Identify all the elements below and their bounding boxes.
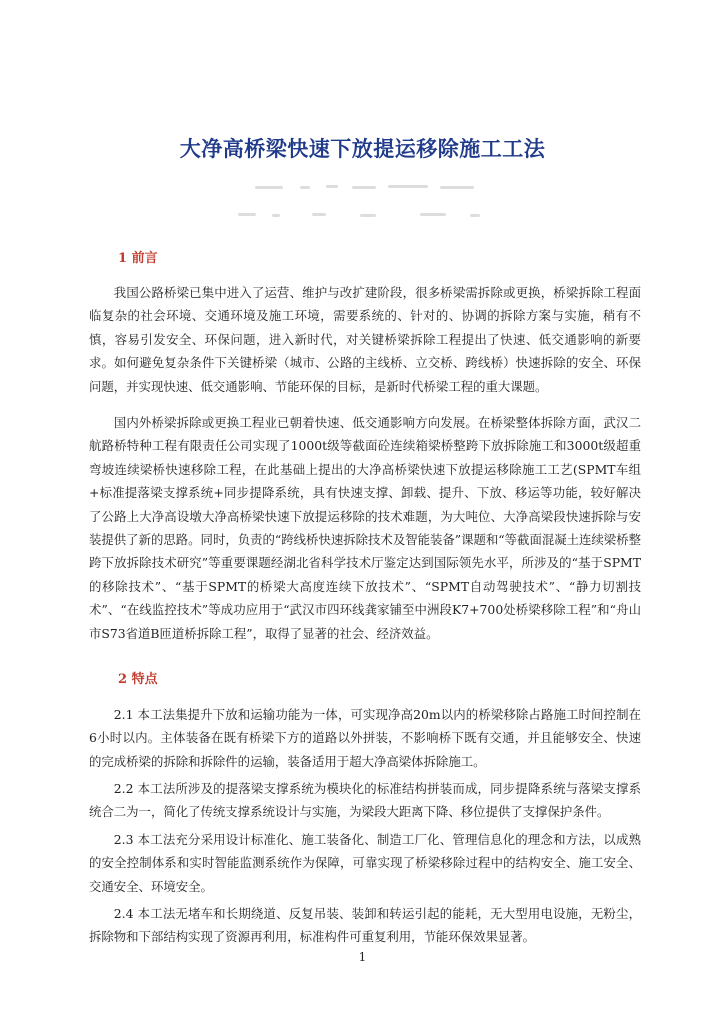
page-number: 1 <box>358 950 367 964</box>
feature-paragraph-2-3: 2.3 本工法充分采用设计标准化、施工装备化、制造工厂化、管理信息化的理念和方法，以成熟的安全控制体系和实时智能监测系统作为保障，可靠实现了桥梁移除过程中的结构安全、施工安全、交通安全、环境安全。 <box>89 832 641 894</box>
feature-paragraph-2-4: 2.4 本工法无堵车和长期绕道、反复吊装、装卸和转运引起的能耗，无大型用电设施，无粉尘，拆除物和下部结构实现了资源再利用，标准构件可重复利用，节能环保效果显著。 <box>89 906 641 945</box>
document-title: 大净高桥梁快速下放提运移除施工工法 <box>179 136 546 161</box>
section-heading-features: 2 特点 <box>118 672 158 687</box>
section-heading-preface: 1 前言 <box>118 251 158 266</box>
feature-paragraph-2-1: 2.1 本工法集提升下放和运输功能为一体，可实现净高20m以内的桥梁移除占路施工时间控制在6小时以内。主体装备在既有桥梁下方的道路以外拼装，不影响桥下既有交通，并且能够安全、快速的完成桥梁的拆除和拆除件的运输，装备适用于超大净高梁体拆除施工。 <box>89 707 641 769</box>
feature-paragraph-2-2: 2.2 本工法所涉及的提落梁支撑系统为模块化的标准结构拼装而成，同步提降系统与落梁支撑系统合二为一，简化了传统支撑系统设计与实施，为梁段大距离下降、移位提供了支撑保护条件。 <box>89 781 641 820</box>
preface-paragraph-2: 国内外桥梁拆除或更换工程业已朝着快速、低交通影响方向发展。在桥梁整体拆除方面，武汉二航路桥特种工程有限责任公司实现了1000t级等截面砼连续箱梁桥整跨下放拆除施工和3000t级超重弯坡连续梁桥快速移除工程，在此基础上提出的大净高桥梁快速下放提运移除施工工艺(SPMT车组+标准提落梁支撑系统+同步提降系统，具有快速支撑、卸载、提升、下放、移运等功能，较好解决了公路上大净高设墩大净高桥梁快速下放提运移除的技术难题，为大吨位、大净高梁段快速拆除与安装提供了新的思路。同时，负责的“跨线桥快速拆除技术及智能装备”课题和“等截面混凝土连续梁桥整跨下放拆除技术研究”等重要课题经湖北省科学技术厅鉴定达到国际领先水平，所涉及的“基于SPMT的移除技术”、“基于SPMT的桥梁大高度连续下放技术”、“SPMT自动驾驶技术”、“静力切割技术”、“在线监控技术”等成功应用于“武汉市四环线龚家铺至中洲段K7+700处桥梁移除工程”和“舟山市S73省道B匝道桥拆除工程”，取得了显著的社会、经济效益。 <box>89 415 641 641</box>
preface-paragraph-1: 我国公路桥梁已集中进入了运营、维护与改扩建阶段，很多桥梁需拆除或更换，桥梁拆除工程面临复杂的社会环境、交通环境及施工环境，需要系统的、针对的、协调的拆除方案与实施，稍有不慎，容易引发安全、环保问题，进入新时代，对关键桥梁拆除工程提出了快速、低交通影响的新要求。如何避免复杂条件下关键桥梁（城市、公路的主线桥、立交桥、跨线桥）快速拆除的安全、环保问题，并实现快速、低交通影响、节能环保的目标，是新时代桥梁工程的重大课题。 <box>89 285 641 394</box>
